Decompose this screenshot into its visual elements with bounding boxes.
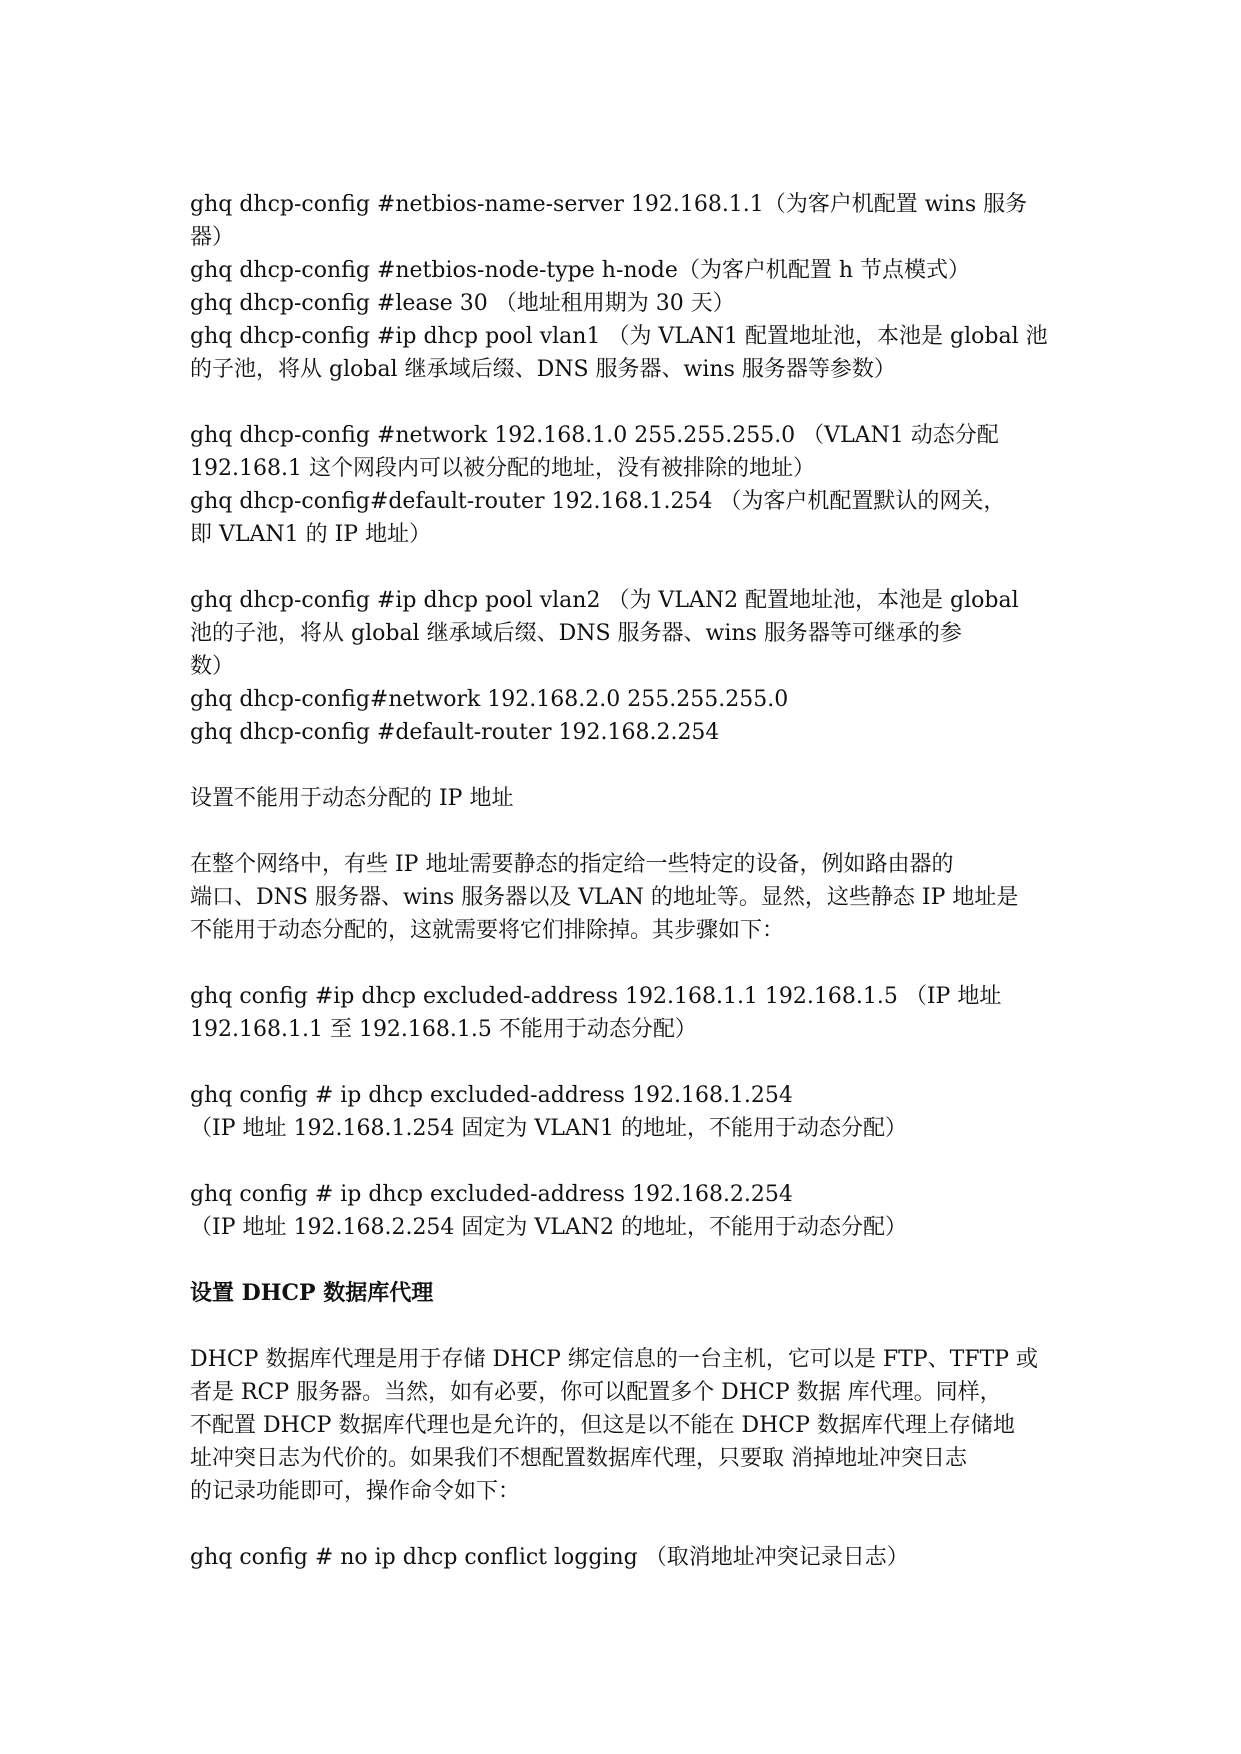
text-line: ghq dhcp-config #netbios-name-server 192.168.1.1（为客户机配置 wins 服务 [190,192,1028,217]
text-line: ghq config # no ip dhcp conflict logging （取消地址冲突记录日志） [190,1545,909,1570]
text-line: 在整个网络中，有些 IP 地址需要静态的指定给一些特定的设备，例如路由器的 [190,852,954,877]
text-line: 192.168.1 这个网段内可以被分配的地址，没有被排除的地址） [190,456,815,481]
text-line: 端口、DNS 服务器、wins 服务器以及 VLAN 的地址等。显然，这些静态 IP 地址是 [190,885,1019,910]
paragraph-gap [190,551,1070,584]
paragraph-gap [190,815,1070,848]
text-line: 器） [190,225,235,250]
paragraph-gap [190,1508,1070,1541]
text-line: 的记录功能即可，操作命令如下： [190,1479,521,1504]
section-heading: 设置 DHCP 数据库代理 [190,1280,434,1306]
paragraph-gap [190,749,1070,782]
text-line: 址冲突日志为代价的。如果我们不想配置数据库代理，只要取 消掉地址冲突日志 [190,1446,967,1471]
text-line: 池的子池，将从 global 继承域后缀、DNS 服务器、wins 服务器等可继承的参 [190,621,962,646]
paragraph-gap [190,386,1070,419]
text-line: 不能用于动态分配的，这就需要将它们排除掉。其步骤如下： [190,918,785,943]
text-line: ghq dhcp-config #default-router 192.168.2.254 [190,720,720,745]
paragraph-gap [190,1244,1070,1277]
text-line: ghq dhcp-config#network 192.168.2.0 255.255.255.0 [190,687,789,712]
text-line: DHCP 数据库代理是用于存储 DHCP 绑定信息的一台主机，它可以是 FTP、TFTP 或 [190,1347,1039,1372]
text-line: ghq config #ip dhcp excluded-address 192.168.1.1 192.168.1.5 （IP 地址 [190,984,1002,1009]
paragraph-gap [190,1046,1070,1079]
document-body [190,188,1070,1574]
text-line: ghq dhcp-config#default-router 192.168.1.254 （为客户机配置默认的网关， [190,489,1006,514]
paragraph-gap [190,947,1070,980]
paragraph-gap [190,1145,1070,1178]
paragraph-gap [190,1310,1070,1343]
text-line: ghq dhcp-config #ip dhcp pool vlan1 （为 VLAN1 配置地址池，本池是 global 池 [190,324,1048,349]
text-line: 192.168.1.1 至 192.168.1.5 不能用于动态分配） [190,1017,697,1042]
text-line: ghq dhcp-config #netbios-node-type h-node（为客户机配置 h 节点模式） [190,258,971,283]
text-line: ghq dhcp-config #ip dhcp pool vlan2 （为 VLAN2 配置地址池，本池是 global [190,588,1019,613]
text-line: 者是 RCP 服务器。当然，如有必要，你可以配置多个 DHCP 数据 库代理。同样， [190,1380,1002,1405]
text-line: 不配置 DHCP 数据库代理也是允许的，但这是以不能在 DHCP 数据库代理上存储地 [190,1413,1015,1438]
text-line: （IP 地址 192.168.2.254 固定为 VLAN2 的地址，不能用于动态分配） [190,1215,908,1240]
text-line: （IP 地址 192.168.1.254 固定为 VLAN1 的地址，不能用于动态分配） [190,1116,908,1141]
text-line: ghq config # ip dhcp excluded-address 192.168.2.254 [190,1182,793,1207]
text-line: 的子池，将从 global 继承域后缀、DNS 服务器、wins 服务器等参数） [190,357,896,382]
text-line: ghq dhcp-config #lease 30 （地址租用期为 30 天） [190,291,735,316]
text-line: 数） [190,654,235,679]
text-line: ghq config # ip dhcp excluded-address 192.168.1.254 [190,1083,793,1108]
text-line: 即 VLAN1 的 IP 地址） [190,522,432,547]
section-line: 设置不能用于动态分配的 IP 地址 [190,786,514,811]
text-line: ghq dhcp-config #network 192.168.1.0 255.255.255.0 （VLAN1 动态分配 [190,423,999,448]
